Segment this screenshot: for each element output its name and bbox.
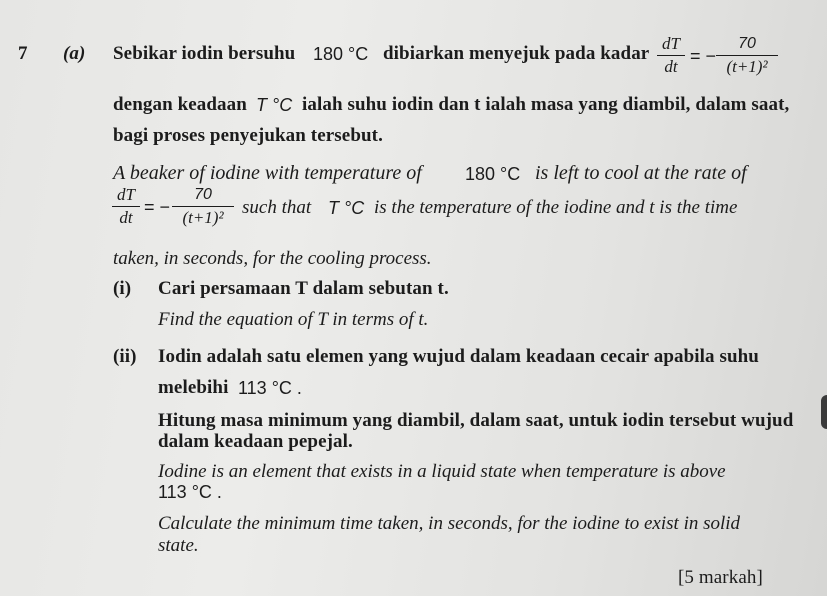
ms-intro-line3: bagi proses penyejukan tersebut. xyxy=(113,125,383,146)
en-rate-lhs-numerator: dT xyxy=(117,185,135,204)
ms-intro-line1: Sebikar iodin bersuhu xyxy=(113,43,296,64)
en-rate-equals: = − xyxy=(144,197,171,217)
page-edge-shadow xyxy=(821,395,827,429)
rate-lhs-fraction xyxy=(657,34,685,77)
ms-intro-line2: dengan keadaan xyxy=(113,94,247,115)
en-intro-line2b: is the temperature of the iodine and t is the time xyxy=(374,197,738,218)
en-intro-line3: taken, in seconds, for the cooling process. xyxy=(113,248,432,269)
rate-lhs-numerator: dT xyxy=(662,34,680,53)
sub-i-ms-text: Cari persamaan T dalam sebutan t. xyxy=(158,278,449,299)
ms-intro-line2b: ialah suhu iodin dan t ialah masa yang diambil, dalam saat, xyxy=(302,94,790,115)
en-rate-lhs-fraction xyxy=(112,185,140,228)
en-rate-rhs-denominator: (t+1)² xyxy=(182,208,224,227)
question-part: (a) xyxy=(63,43,86,64)
en-intro-line2: such that xyxy=(242,197,312,218)
en-rate-rhs-numerator: 70 xyxy=(194,186,212,203)
en-temp-value: 180 °C xyxy=(465,164,521,184)
rate-rhs-denominator: (t+1)² xyxy=(726,57,768,76)
marks-label: [5 markah] xyxy=(678,567,763,588)
sub-ii-en-line2: Calculate the minimum time taken, in seconds, for the iodine to exist in solid xyxy=(158,513,741,534)
sub-ii-en-temp: 113 °C . xyxy=(158,482,222,502)
sub-ii-ms-line3: Hitung masa minimum yang diambil, dalam saat, untuk iodin tersebut wujud xyxy=(158,410,794,431)
rate-equals: = − xyxy=(690,46,717,66)
sub-ii-label: (ii) xyxy=(113,346,137,367)
rate-lhs-denominator: dt xyxy=(664,57,678,76)
sub-ii-ms-line4: dalam keadaan pepejal. xyxy=(158,431,353,452)
en-rate-lhs-denominator: dt xyxy=(119,208,133,227)
ms-temp-symbol: T °C xyxy=(256,95,293,115)
sub-i-label: (i) xyxy=(113,278,132,299)
ms-temp-value: 180 °C xyxy=(313,44,369,64)
rate-rhs-numerator: 70 xyxy=(738,35,756,52)
sub-ii-en-line3: state. xyxy=(158,535,199,556)
en-intro-line1b: is left to cool at the rate of xyxy=(535,162,747,184)
sub-ii-ms-line2: melebihi xyxy=(158,377,229,398)
en-rate-rhs-fraction xyxy=(172,185,234,228)
rate-rhs-fraction xyxy=(716,34,778,77)
question-number: 7 xyxy=(18,43,28,64)
sub-ii-ms-line1: Iodin adalah satu elemen yang wujud dalam keadaan cecair apabila suhu xyxy=(158,346,759,367)
sub-i-en-text: Find the equation of T in terms of t. xyxy=(158,309,429,330)
en-temp-symbol: T °C xyxy=(328,198,365,218)
ms-intro-line1b: dibiarkan menyejuk pada kadar xyxy=(383,43,650,64)
en-intro-line1: A beaker of iodine with temperature of xyxy=(113,162,422,184)
sub-ii-en-line1: Iodine is an element that exists in a liquid state when temperature is above xyxy=(158,461,726,482)
sub-ii-ms-temp: 113 °C . xyxy=(238,378,302,398)
